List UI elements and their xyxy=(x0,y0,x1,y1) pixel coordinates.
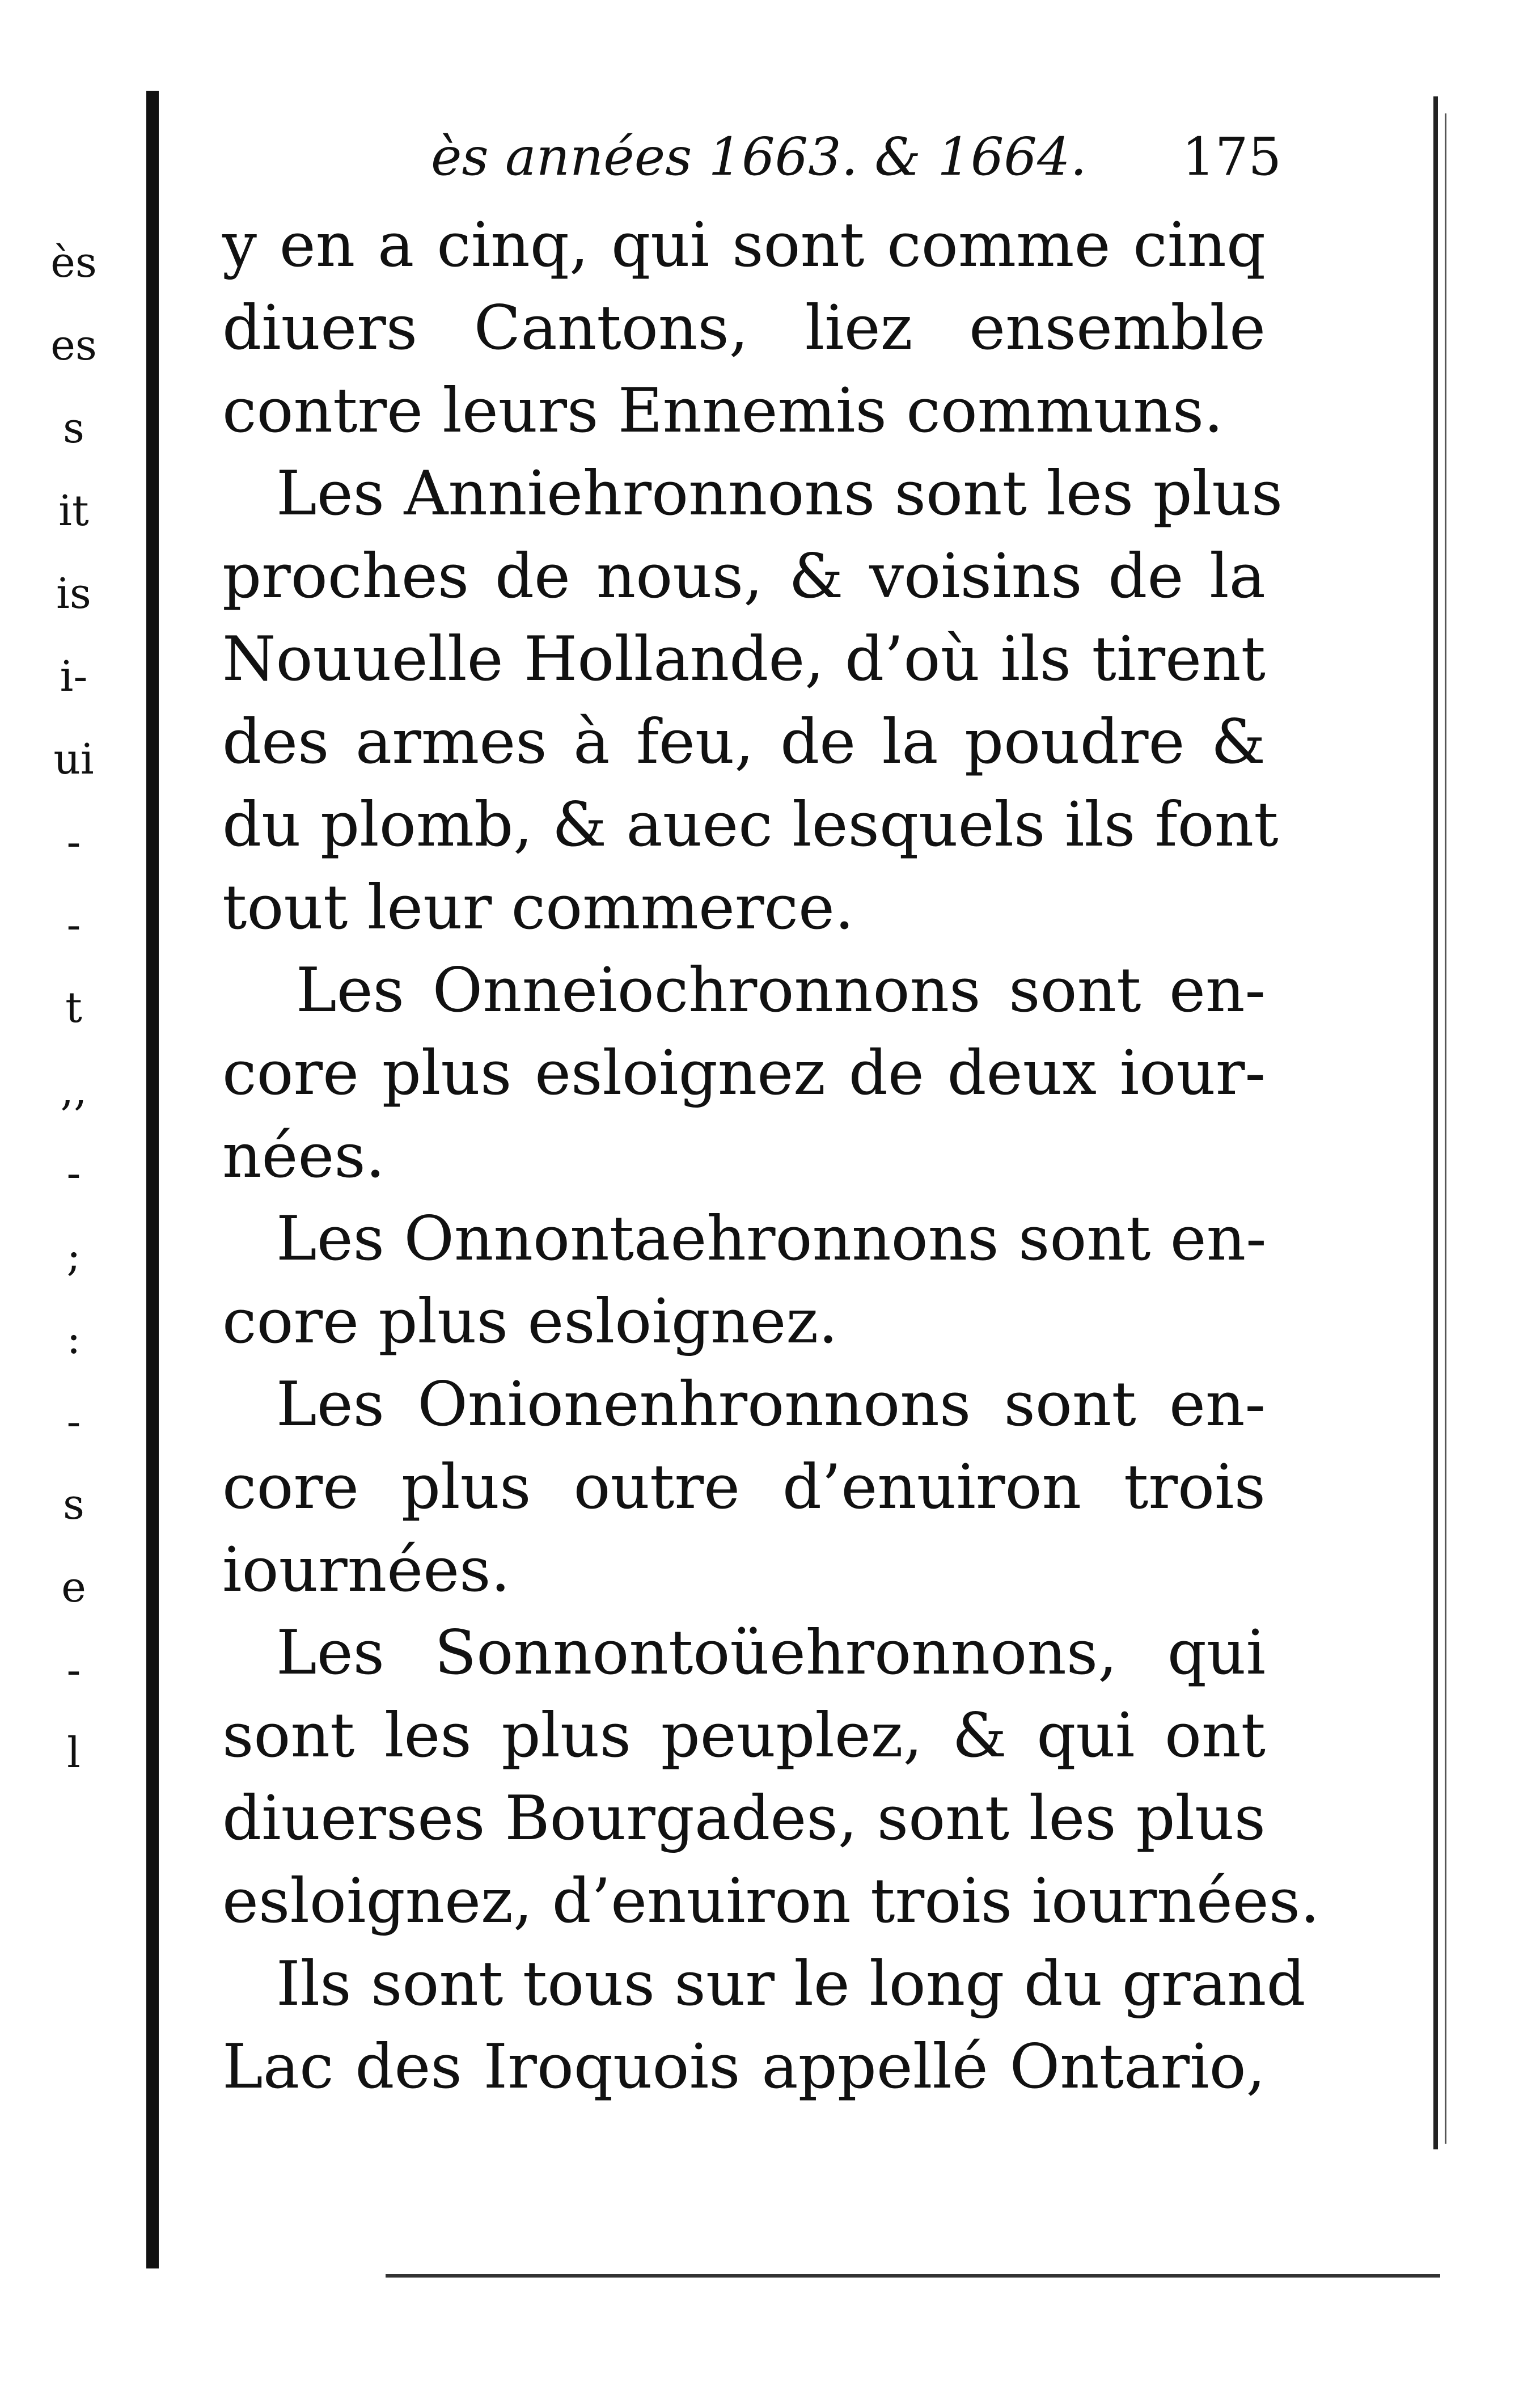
margin-fragment: - xyxy=(66,901,81,949)
text-line: iournées. xyxy=(222,1535,510,1606)
text-line: core plus esloignez. xyxy=(222,1286,838,1357)
text-line: Ils sont tous sur le long du grand xyxy=(276,1949,1306,2020)
margin-fragment: it xyxy=(58,487,89,535)
margin-fragment: ui xyxy=(53,735,94,784)
text-line: Lac des Iroquois appellé Ontario, xyxy=(222,2031,1266,2102)
running-head-title: ès années 1663. & 1664. xyxy=(431,126,1087,187)
text-line: y en a cinq, qui sont comme cinq xyxy=(222,210,1266,281)
text-line: nées. xyxy=(222,1121,386,1192)
right-edge-rule-thin xyxy=(1445,113,1446,2144)
text-line: diuers Cantons, liez ensemble xyxy=(222,293,1266,364)
text-line: esloignez, d’enuiron trois iournées. xyxy=(222,1866,1320,1937)
text-line: proches de nous, & voisins de la xyxy=(222,541,1266,612)
text-line: Nouuelle Hollande, d’où ils tirent xyxy=(222,624,1266,695)
margin-fragment: es xyxy=(50,321,97,370)
margin-fragment: l xyxy=(67,1729,81,1777)
text-line: Les Onionenhronnons sont en- xyxy=(276,1369,1266,1440)
running-head xyxy=(431,113,1281,187)
margin-fragment: ès xyxy=(50,238,97,287)
text-line: Les Onneiochronnons sont en- xyxy=(296,955,1266,1026)
text-line: core plus outre d’enuiron trois xyxy=(222,1452,1266,1523)
text-line: core plus esloignez de deux iour- xyxy=(222,1038,1266,1109)
margin-fragment: - xyxy=(66,1397,81,1446)
bottom-rule xyxy=(386,2274,1440,2278)
margin-fragment: - xyxy=(66,1149,81,1198)
text-line: des armes à feu, de la poudre & xyxy=(222,707,1266,778)
text-line: du plomb, & auec lesquels ils font xyxy=(222,789,1279,860)
gutter-rule xyxy=(146,91,159,2268)
text-line: contre leurs Ennemis communs. xyxy=(222,375,1224,446)
margin-fragment: t xyxy=(65,983,82,1032)
page-number: 175 xyxy=(1182,126,1281,187)
right-edge-rule xyxy=(1433,96,1438,2149)
facing-page-margin xyxy=(23,221,125,1794)
text-line: tout leur commerce. xyxy=(222,872,854,943)
margin-fragment: s xyxy=(63,1480,84,1529)
body-text xyxy=(222,204,1320,2109)
margin-fragment: is xyxy=(56,569,91,618)
margin-fragment: e xyxy=(61,1563,86,1612)
margin-fragment: s xyxy=(63,404,84,453)
margin-fragment: ; xyxy=(66,1232,81,1281)
margin-fragment: - xyxy=(66,1646,81,1695)
text-line: Les Onnontaehronnons sont en- xyxy=(276,1203,1267,1274)
margin-fragment: : xyxy=(66,1315,81,1363)
text-line: Les Sonnontoüehronnons, qui xyxy=(276,1617,1266,1688)
text-line: Les Anniehronnons sont les plus xyxy=(276,458,1283,529)
margin-fragment: - xyxy=(66,818,81,867)
text-line: diuerses Bourgades, sont les plus xyxy=(222,1783,1266,1854)
margin-fragment: ,, xyxy=(60,1066,87,1115)
margin-fragment: i- xyxy=(60,652,88,701)
text-line: sont les plus peuplez, & qui ont xyxy=(222,1700,1266,1771)
